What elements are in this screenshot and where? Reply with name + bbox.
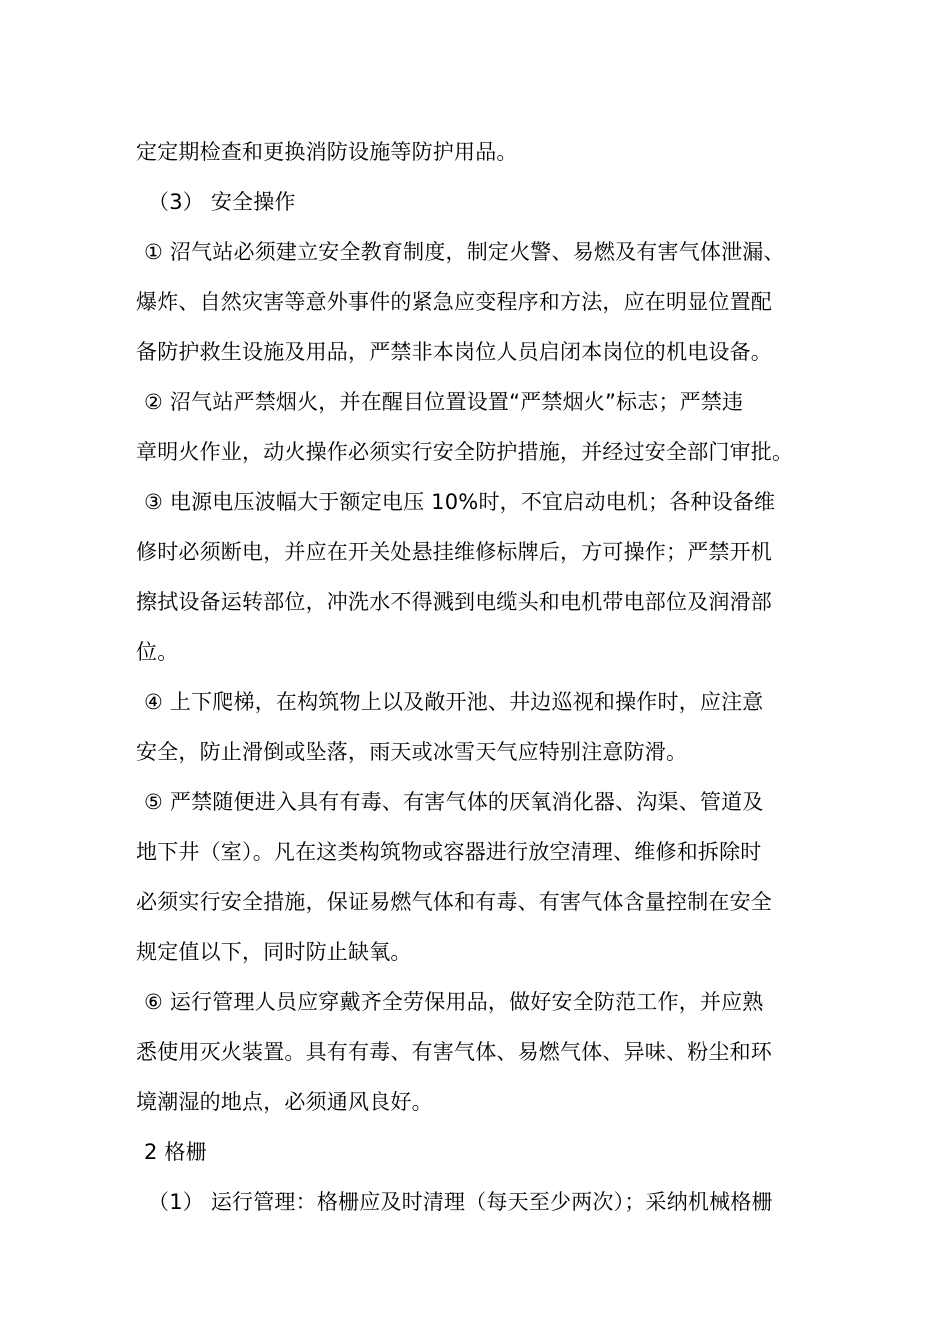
list-item-3-line-1: ③ 电源电压波幅大于额定电压 10%时，不宜启动电机；各种设备维 <box>144 490 776 514</box>
list-item-5-line-3: 必须实行安全措施，保证易燃气体和有毒、有害气体含量控制在安全 <box>136 890 772 914</box>
list-item-6-line-2: 悉使用灭火装置。具有有毒、有害气体、易燃气体、异味、粉尘和环 <box>136 1040 772 1064</box>
list-item-1-line-3: 备防护救生设施及用品，严禁非本岗位人员启闭本岗位的机电设备。 <box>136 340 772 364</box>
list-item-4-line-1: ④ 上下爬梯，在构筑物上以及敞开池、井边巡视和操作时，应注意 <box>144 690 764 714</box>
subsection-line-1: （1） 运行管理：格栅应及时清理（每天至少两次）；采纳机械格栅 <box>148 1190 773 1214</box>
list-item-3-line-3: 擦拭设备运转部位，冲洗水不得溅到电缆头和电机带电部位及润滑部 <box>136 590 772 614</box>
list-item-5-line-4: 规定值以下，同时防止缺氧。 <box>136 940 412 964</box>
section-title: 2 格栅 <box>144 1140 207 1164</box>
list-item-3-line-4: 位。 <box>136 640 179 664</box>
list-item-5-line-2: 地下井（室）。凡在这类构筑物或容器进行放空清理、维修和拆除时 <box>136 840 762 864</box>
list-item-6-line-3: 境潮湿的地点，必须通风良好。 <box>136 1090 433 1114</box>
text-line: 定定期检查和更换消防设施等防护用品。 <box>136 140 518 164</box>
list-item-5-line-1: ⑤ 严禁随便进入具有有毒、有害气体的厌氧消化器、沟渠、管道及 <box>144 790 764 814</box>
list-item-3-line-2: 修时必须断电，并应在开关处悬挂维修标牌后，方可操作；严禁开机 <box>136 540 772 564</box>
list-item-2-line-2: 章明火作业，动火操作必须实行安全防护措施，并经过安全部门审批。 <box>136 440 794 464</box>
list-item-4-line-2: 安全，防止滑倒或坠落，雨天或冰雪天气应特别注意防滑。 <box>136 740 688 764</box>
list-item-6-line-1: ⑥ 运行管理人员应穿戴齐全劳保用品，做好安全防范工作，并应熟 <box>144 990 764 1014</box>
list-item-2-line-1: ② 沼气站严禁烟火，并在醒目位置设置“严禁烟火”标志；严禁违 <box>144 390 744 414</box>
section-heading: （3） 安全操作 <box>148 190 296 214</box>
list-item-1-line-2: 爆炸、自然灾害等意外事件的紧急应变程序和方法，应在明显位置配 <box>136 290 772 314</box>
list-item-1-line-1: ① 沼气站必须建立安全教育制度，制定火警、易燃及有害气体泄漏、 <box>144 240 785 264</box>
